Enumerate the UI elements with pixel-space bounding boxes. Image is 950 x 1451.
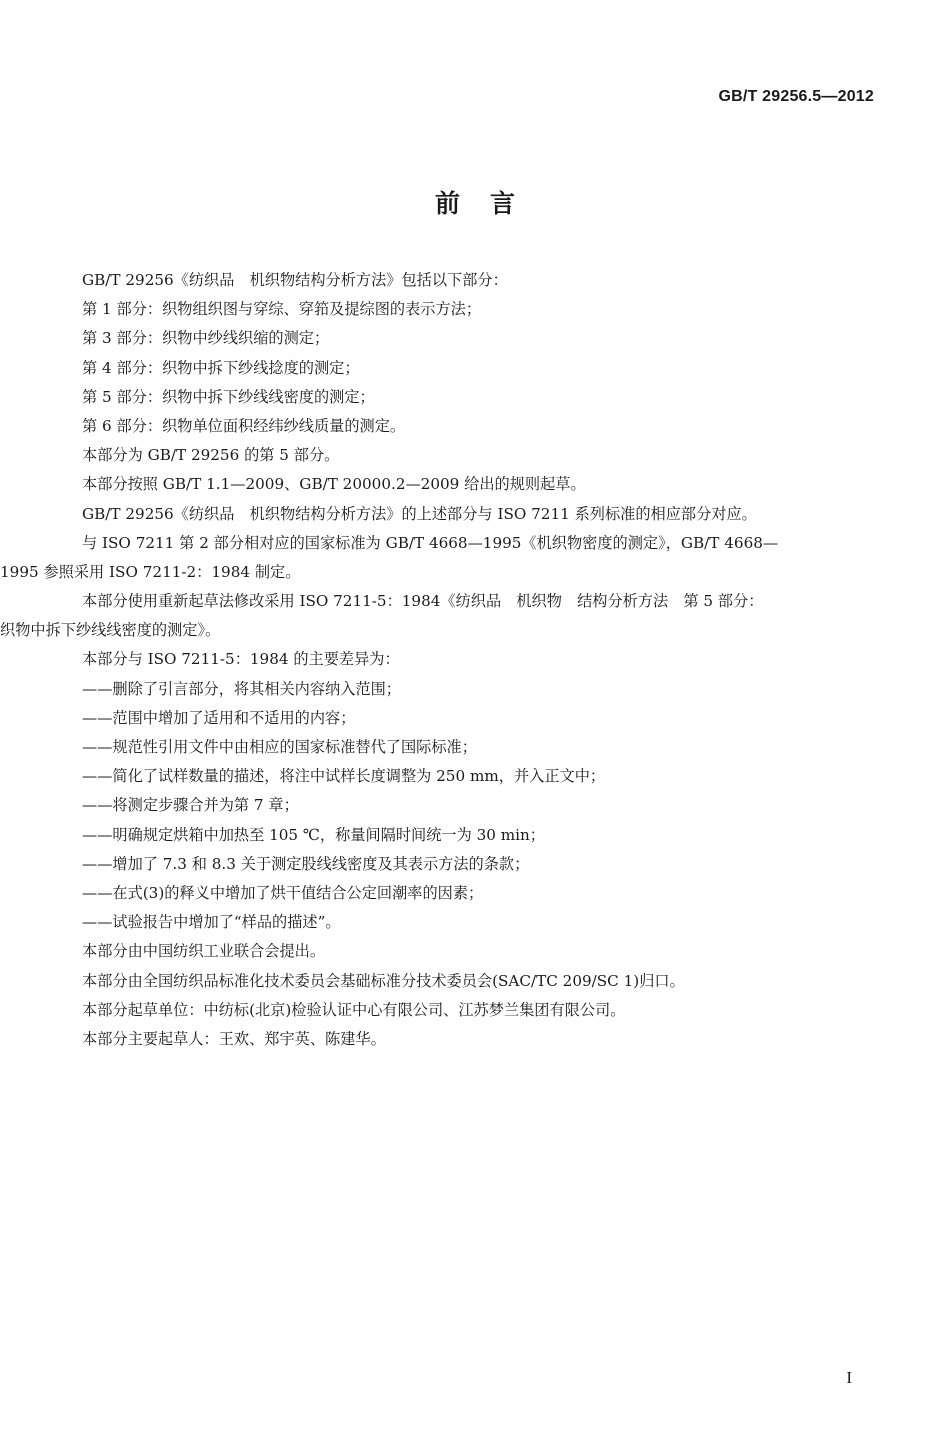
paragraph-intro: GB/T 29256《纺织品 机织物结构分析方法》包括以下部分： — [82, 271, 508, 289]
difference-item: ——明确规定烘箱中加热至 105 ℃，称量间隔时间统一为 30 min； — [82, 825, 545, 844]
part-3-item: 第 3 部分：织物中纱线织缩的测定； — [82, 329, 330, 348]
paragraph-drafting-units: 本部分起草单位：中纺标(北京)检验认证中心有限公司、江苏梦兰集团有限公司。 — [82, 1000, 626, 1019]
part-5-item: 第 5 部分：织物中拆下纱线线密度的测定； — [82, 387, 375, 406]
paragraph-modification-line2-wrap — [0, 616, 876, 645]
part-1-item: 第 1 部分：织物组织图与穿综、穿筘及提综图的表示方法； — [82, 300, 482, 319]
difference-item: ——试验报告中增加了“样品的描述”。 — [82, 913, 341, 932]
paragraph-national-standard-line2 — [0, 558, 876, 587]
difference-item: ——增加了 7.3 和 8.3 关于测定股线线密度及其表示方法的条款； — [82, 854, 530, 873]
difference-item: ——规范性引用文件中由相应的国家标准替代了国际标准； — [82, 738, 477, 756]
paragraph-proposed-by: 本部分由中国纺织工业联合会提出。 — [82, 942, 325, 961]
paragraph-differences-intro: 本部分与 ISO 7211-5：1984 的主要差异为： — [82, 650, 400, 669]
standard-code: GB/T 29256.5—2012 — [718, 88, 874, 105]
page-number: I — [846, 1368, 852, 1387]
difference-item: ——在式(3)的释义中增加了烘干值结合公定回潮率的因素； — [82, 883, 484, 902]
part-4-item: 第 4 部分：织物中拆下纱线捻度的测定； — [82, 358, 360, 377]
paragraph-centralized-by: 本部分由全国纺织品标准化技术委员会基础标准分技术委员会(SAC/TC 209/SC 1)归口。 — [82, 971, 685, 990]
difference-item: ——简化了试样数量的描述，将注中试样长度调整为 250 mm，并入正文中； — [82, 767, 606, 786]
paragraph-iso-correspondence: GB/T 29256《纺织品 机织物结构分析方法》的上述部分与 ISO 7211 系列标准的相应部分对应。 — [82, 504, 757, 523]
paragraph-this-part: 本部分为 GB/T 29256 的第 5 部分。 — [82, 446, 340, 465]
document-body — [0, 266, 876, 1054]
paragraph-drafting-rules: 本部分按照 GB/T 1.1—2009、GB/T 20000.2—2009 给出的规则起草。 — [82, 475, 586, 494]
difference-item: ——范围中增加了适用和不适用的内容； — [82, 708, 356, 727]
paragraph-national-standard-line1: 与 ISO 7211 第 2 部分相对应的国家标准为 GB/T 4668—1995《机织物密度的测定》，GB/T 4668— — [82, 533, 779, 552]
difference-item: ——删除了引言部分，将其相关内容纳入范围； — [82, 679, 401, 698]
part-6-item: 第 6 部分：织物单位面积经纬纱线质量的测定。 — [82, 416, 406, 435]
paragraph-modification-line2: 织物中拆下纱线线密度的测定》。 — [0, 621, 221, 640]
page-title: 前言 — [434, 189, 545, 218]
paragraph-national-standard-line2-text: 1995 参照采用 ISO 7211-2：1984 制定。 — [0, 562, 301, 581]
difference-item: ——将测定步骤合并为第 7 章； — [82, 796, 299, 815]
paragraph-drafters: 本部分主要起草人：王欢、郑宇英、陈建华。 — [82, 1029, 386, 1048]
paragraph-modification-line1: 本部分使用重新起草法修改采用 ISO 7211-5：1984《纺织品 机织物 结构分析方法 第 5 部分： — [82, 592, 764, 611]
